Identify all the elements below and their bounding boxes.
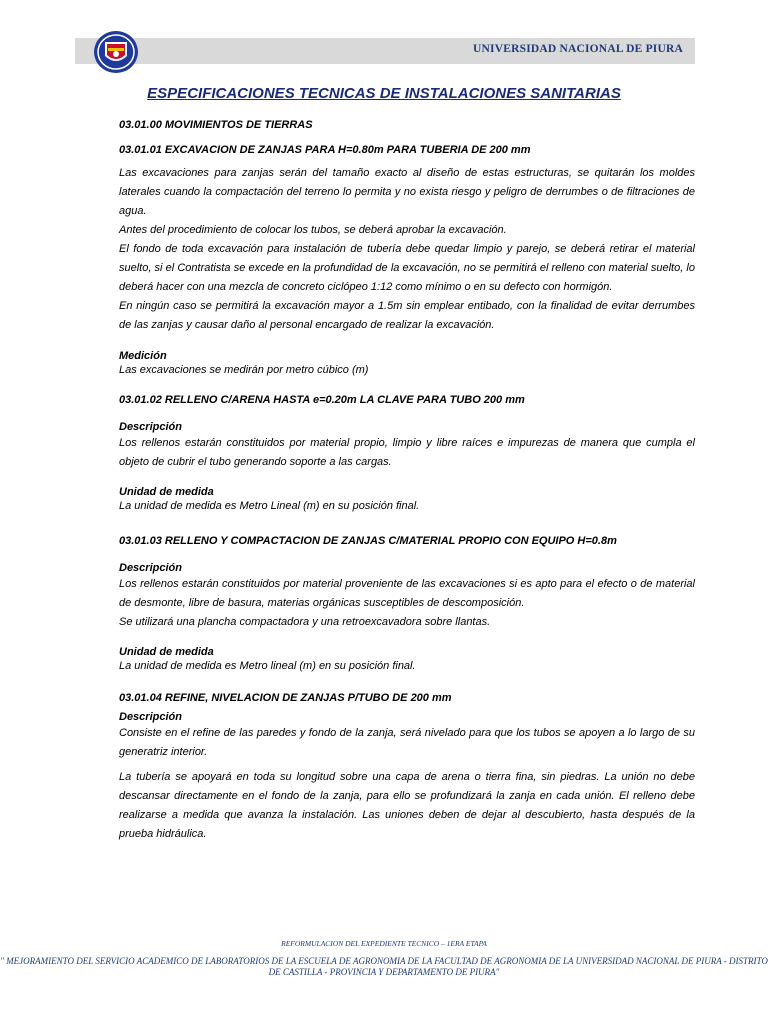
subheading: Unidad de medida — [119, 486, 214, 498]
subheading: Descripción — [119, 711, 182, 723]
section-heading: 03.01.04 REFINE, NIVELACION DE ZANJAS P/TUBO DE 200 mm — [119, 692, 452, 704]
university-seal-icon — [93, 30, 139, 74]
paragraph: La tubería se apoyará en toda su longitud sobre una capa de arena o tierra fina, sin piedras. La unión no debe descansar directamente en el fondo de la zanja, para ello se profundizará la zanja en cada unión. El relleno debe realizarse a medida que avanza la instalación. Las uniones deben de dejar al descubierto, hasta después de la prueba hidráulica. — [119, 771, 695, 840]
university-name: UNIVERSIDAD NACIONAL DE PIURA — [473, 43, 683, 55]
paragraph: La unidad de medida es Metro Lineal (m) en su posición final. — [119, 500, 420, 512]
paragraph: La unidad de medida es Metro lineal (m) en su posición final. — [119, 660, 416, 672]
paragraph: Las excavaciones para zanjas serán del tamaño exacto al diseño de estas estructuras, se quitarán los moldes laterales cuando la compactación del terreno lo permita y no exista riesgo y peligro de derrumbes o de filtraciones de agua. — [119, 167, 695, 217]
subheading: Unidad de medida — [119, 646, 214, 658]
section-heading: 03.01.01 EXCAVACION DE ZANJAS PARA H=0.80m PARA TUBERIA DE 200 mm — [119, 144, 531, 156]
section-heading: 03.01.03 RELLENO Y COMPACTACION DE ZANJAS C/MATERIAL PROPIO CON EQUIPO H=0.8m — [119, 535, 617, 547]
section-heading: 03.01.02 RELLENO C/ARENA HASTA e=0.20m LA CLAVE PARA TUBO 200 mm — [119, 394, 525, 406]
footer-project: " MEJORAMIENTO DEL SERVICIO ACADEMICO DE LABORATORIOS DE LA ESCUELA DE AGRONOMIA DE LA FACULTAD DE AGRONOMIA DE LA UNIVERSIDAD NACIONAL DE PIURA - DISTRITO DE CASTILLA - PROVINCIA Y DEPARTAMENTO DE PIURA" — [0, 956, 768, 977]
paragraph: Las excavaciones se medirán por metro cúbico (m) — [119, 364, 369, 376]
footer-stage: REFORMULACION DEL EXPEDIENTE TECNICO – 1ERA ETAPA — [281, 939, 487, 948]
paragraph: Los rellenos estarán constituidos por material propio, limpio y libre raíces e impurezas de manera que cumpla el objeto de cubrir el tubo generando soporte a las cargas. — [119, 437, 695, 468]
document-title: ESPECIFICACIONES TECNICAS DE INSTALACIONES SANITARIAS — [147, 85, 621, 102]
document-body — [119, 114, 695, 844]
paragraph: Antes del procedimiento de colocar los tubos, se deberá aprobar la excavación. — [119, 224, 507, 236]
paragraph: Consiste en el refine de las paredes y fondo de la zanja, será nivelado para que los tubos se apoyen a lo largo de su generatriz interior. — [119, 727, 695, 758]
paragraph: En ningún caso se permitirá la excavación mayor a 1.5m sin emplear entibado, con la finalidad de evitar derrumbes de las zanjas y causar daño al personal encargado de realizar la excavación. — [119, 300, 695, 331]
subheading: Descripción — [119, 421, 182, 433]
paragraph: Se utilizará una plancha compactadora y una retroexcavadora sobre llantas. — [119, 616, 491, 628]
paragraph: El fondo de toda excavación para instalación de tubería debe quedar limpio y parejo, se deberá retirar el material suelto, si el Contratista se excede en la profundidad de la excavación, no se permitirá el relleno con material suelto, lo deberá hacer con una mezcla de concreto ciclópeo 1:12 como mínimo o en su defecto con hormigón. — [119, 243, 695, 293]
subheading: Descripción — [119, 562, 182, 574]
footer — [0, 939, 768, 978]
paragraph: Los rellenos estarán constituidos por material proveniente de las excavaciones si es apto para el efecto o de material de desmonte, libre de basura, materias orgánicas susceptibles de descomposición. — [119, 578, 695, 609]
subheading: Medición — [119, 350, 167, 362]
section-heading: 03.01.00 MOVIMIENTOS DE TIERRAS — [119, 119, 313, 131]
